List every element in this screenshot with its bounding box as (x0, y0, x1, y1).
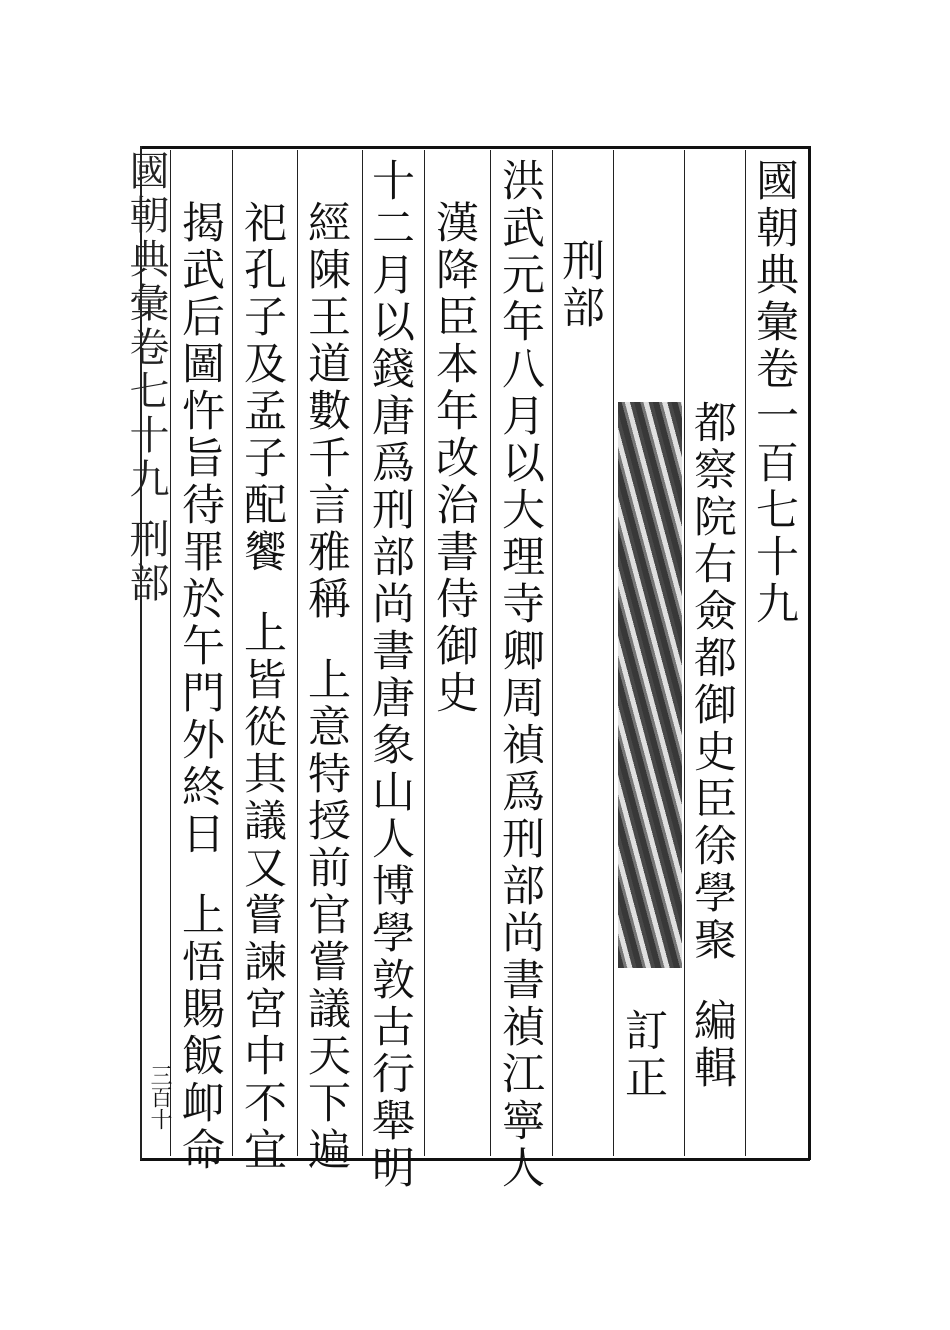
revision-line (618, 1008, 668, 1102)
text-line: 祀孔子及孟子配饗 (237, 200, 287, 576)
text-column (237, 200, 287, 1174)
column-rule (613, 150, 614, 1156)
column-rule (684, 150, 685, 1156)
column-rule (362, 150, 363, 1156)
text-line: 漢降臣本年改治書侍御史 (429, 200, 479, 717)
text-column (175, 200, 225, 1174)
text-column (301, 200, 351, 1174)
spine-title: 國朝典彙卷七十九 (123, 150, 169, 502)
text-line: 揭武后圖忤旨待罪於午門外終日 (175, 200, 225, 858)
section-title (555, 238, 605, 332)
page-number-text: 三百十 (147, 1064, 172, 1130)
page-border-right (808, 146, 811, 1160)
column-rule (552, 150, 553, 1156)
column-rule (170, 150, 171, 1156)
page-border-top (140, 146, 810, 149)
text-line: 上悟賜飯卹命 (175, 892, 225, 1174)
column-rule (745, 150, 746, 1156)
text-column (495, 158, 545, 1192)
book-title-text: 國朝典彙卷一百七十九 (749, 158, 799, 628)
column-rule (424, 150, 425, 1156)
compiler-line (687, 400, 737, 1092)
section-title-text: 刑部 (555, 238, 605, 332)
text-line: 經陳王道數千言雅稱 (301, 200, 351, 623)
column-rule (490, 150, 491, 1156)
book-title (749, 158, 799, 628)
compiler-role: 編輯 (687, 998, 737, 1092)
column-rule (297, 150, 298, 1156)
compiler-name: 都察院右僉都御史臣徐學聚 (687, 400, 737, 964)
page-number (148, 1064, 170, 1130)
text-line: 十二月以錢唐爲刑部尚書唐象山人博學敦古行舉明 (365, 158, 415, 1192)
spine-section: 刑部 (123, 518, 169, 606)
spine-margin (123, 150, 169, 606)
ink-smudge (618, 402, 682, 968)
revision-label: 訂正 (618, 1008, 668, 1102)
text-line: 上皆從其議又嘗諫宮中不宜 (237, 610, 287, 1174)
text-column (429, 200, 479, 717)
text-column (365, 158, 415, 1192)
column-rule (232, 150, 233, 1156)
text-line: 洪武元年八月以大理寺卿周禎爲刑部尚書禎江寧人 (495, 158, 545, 1192)
text-line: 上意特授前官嘗議天下遍 (301, 657, 351, 1174)
